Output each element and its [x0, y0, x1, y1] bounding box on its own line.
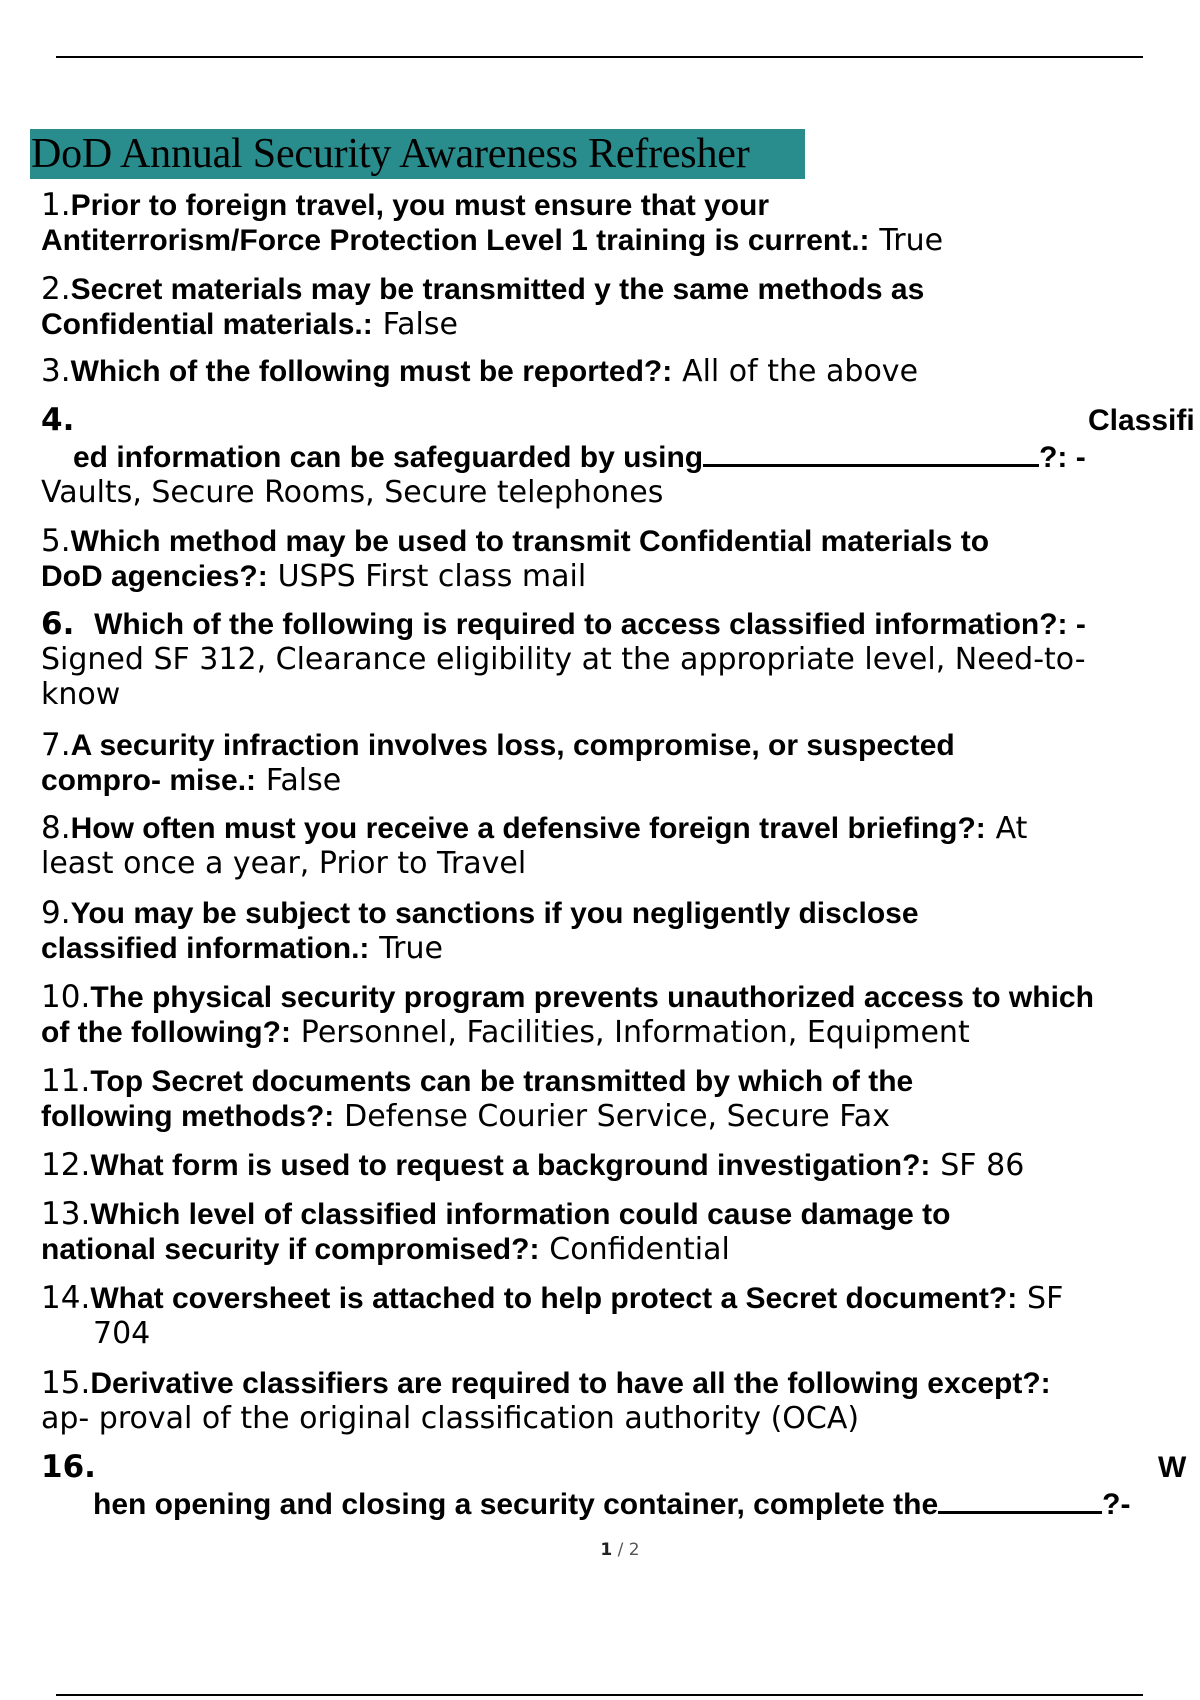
question-number: 6.: [41, 606, 75, 642]
fill-in-blank: [703, 438, 1039, 467]
question-prompt: Top Secret documents can be transmitted by which of the: [90, 1065, 914, 1098]
question-number: 12.: [41, 1147, 91, 1183]
question-16: [41, 1450, 1191, 1522]
question-answer: Defense Courier Service, Secure Fax: [344, 1099, 890, 1134]
question-prompt-tail: ?-: [1102, 1488, 1131, 1521]
question-3: [41, 354, 1191, 389]
question-number: 16.: [41, 1449, 96, 1485]
question-prompt: What coversheet is attached to help protect a Secret document?:: [90, 1282, 1018, 1315]
question-answer: Vaults, Secure Rooms, Secure telephones: [41, 475, 664, 510]
question-6: [41, 607, 1191, 712]
question-answer: SF: [1027, 1281, 1064, 1316]
bottom-rule: [56, 1694, 1143, 1696]
question-11: [41, 1064, 1191, 1134]
question-9: [41, 896, 1191, 966]
fill-in-blank: [938, 1485, 1102, 1514]
question-prompt: What form is used to request a background investigation?:: [90, 1149, 931, 1182]
question-prompt-start: W: [1158, 1451, 1187, 1484]
question-answer: ap- proval of the original classification authority (OCA): [41, 1401, 860, 1436]
question-prompt: national security if compromised?:: [41, 1233, 540, 1266]
question-answer: False: [382, 307, 458, 342]
question-13: [41, 1197, 1191, 1267]
question-number: 13.: [41, 1196, 91, 1232]
question-answer: least once a year, Prior to Travel: [41, 846, 527, 881]
question-prompt: compro- mise.:: [41, 764, 257, 797]
question-prompt: of the following?:: [41, 1016, 291, 1049]
question-prompt: following methods?:: [41, 1100, 335, 1133]
question-prompt: The physical security program prevents unauthorized access to which: [90, 981, 1094, 1014]
question-prompt-start: Classifi: [1088, 404, 1195, 437]
question-answer: True: [879, 223, 944, 258]
question-12: [41, 1148, 1191, 1183]
question-number: 14.: [41, 1280, 91, 1316]
question-prompt: Confidential materials.:: [41, 308, 373, 341]
question-4: [41, 403, 1191, 510]
question-prompt: Antiterrorism/Force Protection Level 1 training is current.:: [41, 224, 870, 257]
question-prompt: A security infraction involves loss, compromise, or suspected: [70, 729, 955, 762]
question-10: [41, 980, 1191, 1050]
question-prompt-tail: ?: -: [1039, 441, 1086, 474]
question-number: 15.: [41, 1365, 91, 1401]
question-prompt: Which method may be used to transmit Confidential materials to: [70, 525, 990, 558]
question-number: 8.: [41, 810, 71, 846]
question-prompt: Which level of classified information could cause damage to: [90, 1198, 951, 1231]
question-1: [41, 188, 1191, 258]
question-number: 11.: [41, 1063, 91, 1099]
question-answer: know: [41, 677, 121, 712]
question-prompt: Prior to foreign travel, you must ensure that your: [70, 189, 770, 222]
question-answer: USPS First class mail: [277, 559, 587, 594]
question-number: 2.: [41, 271, 71, 307]
question-answer: True: [379, 931, 443, 966]
document-title: [30, 129, 805, 179]
question-answer: SF 86: [940, 1148, 1025, 1183]
question-number: 5.: [41, 523, 71, 559]
top-rule: [56, 56, 1143, 58]
question-answer: False: [265, 763, 342, 798]
question-number: 3.: [41, 353, 71, 389]
question-number: 4.: [41, 402, 75, 438]
page-indicator: [0, 1540, 1200, 1560]
question-number: 9.: [41, 895, 71, 931]
question-14: [41, 1281, 1191, 1351]
document-title-text: DoD Annual Security Awareness Refresher: [31, 131, 750, 177]
question-2: [41, 272, 1191, 342]
question-prompt: ed information can be safeguarded by using: [73, 441, 704, 474]
question-prompt: You may be subject to sanctions if you negligently disclose: [70, 897, 919, 930]
question-prompt: How often must you receive a defensive foreign travel briefing?:: [70, 812, 986, 845]
page-current: 1: [600, 1540, 613, 1560]
question-number: 10.: [41, 979, 91, 1015]
question-prompt: Secret materials may be transmitted y the same methods as: [70, 273, 925, 306]
question-answer: All of the above: [682, 354, 919, 389]
question-15: [41, 1366, 1191, 1436]
question-answer: Confidential: [549, 1232, 730, 1267]
question-answer: Signed SF 312, Clearance eligibility at the appropriate level, Need-to-: [41, 642, 1086, 677]
question-answer: Personnel, Facilities, Information, Equipment: [300, 1015, 970, 1050]
question-prompt: hen opening and closing a security container, complete the: [93, 1488, 939, 1521]
question-prompt: Derivative classifiers are required to have all the following except?:: [90, 1367, 1051, 1400]
question-number: 7.: [41, 727, 71, 763]
question-7: [41, 728, 1191, 798]
question-answer: 704: [93, 1316, 151, 1351]
question-prompt: DoD agencies?:: [41, 560, 268, 593]
question-number: 1.: [41, 187, 71, 223]
question-5: [41, 524, 1191, 594]
question-prompt: classified information.:: [41, 932, 370, 965]
question-8: [41, 811, 1191, 881]
question-answer: At: [995, 811, 1028, 846]
page-separator: /: [617, 1540, 624, 1560]
page-total: 2: [628, 1540, 640, 1560]
question-prompt: Which of the following must be reported?:: [70, 355, 673, 388]
question-prompt: Which of the following is required to access classified information?: -: [94, 608, 1086, 641]
